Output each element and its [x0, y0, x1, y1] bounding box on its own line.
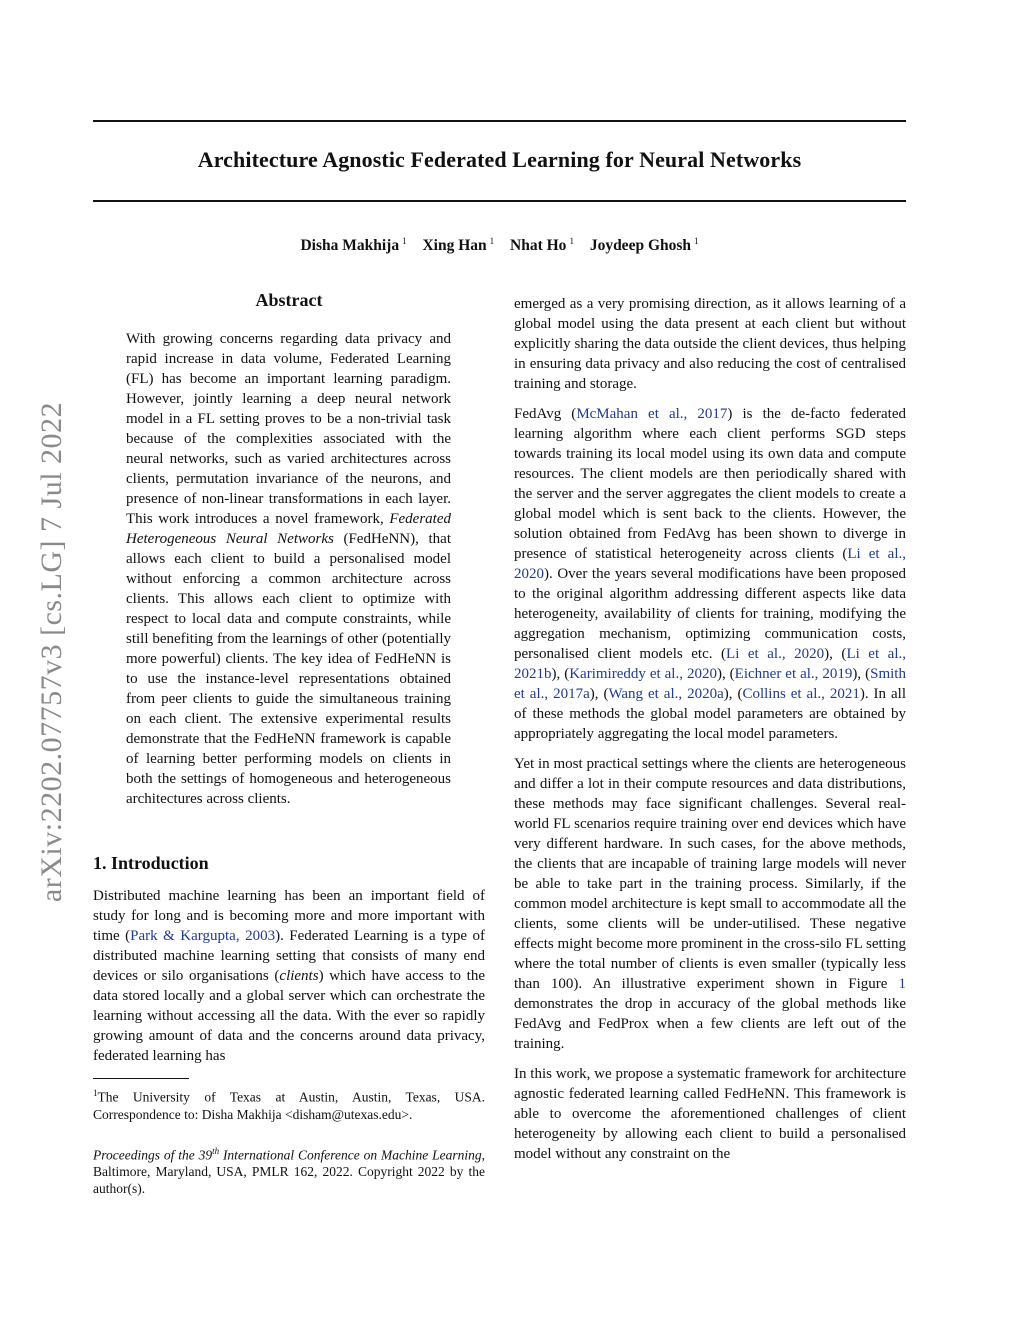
introduction-heading: 1. Introduction — [93, 853, 209, 873]
citation-link[interactable]: Eichner et al., 2019 — [734, 666, 853, 682]
author-affiliation-mark: 1 — [402, 236, 407, 246]
figure-reference-link[interactable]: 1 — [898, 976, 906, 992]
citation-link[interactable]: Wang et al., 2020a — [608, 686, 724, 702]
body-paragraph: emerged as a very promising direction, as it allows learning of a global model using the data present at each client but without explicitly sharing the data outside the client devices, thus helping in ensuring data privacy and also reducing the cost of centralised training and storage. — [514, 296, 906, 392]
author — [422, 236, 494, 255]
author-affiliation-mark: 1 — [694, 236, 699, 246]
author-name: Xing Han — [422, 237, 487, 254]
citation-link[interactable]: Collins et al., 2021 — [742, 686, 860, 702]
citation-link[interactable]: Karimireddy et al., 2020 — [569, 666, 717, 682]
paper-title: Architecture Agnostic Federated Learning for Neural Networks — [197, 147, 802, 172]
right-column — [514, 294, 906, 1174]
title-bottom-rule — [93, 200, 906, 202]
body-paragraph: In this work, we propose a systematic framework for architecture agnostic federated learning called FedHeNN. This framework is able to overcome the aforementioned challenges of client heterogeneity by allowing each client to build a personalised model without any constraint on the — [514, 1066, 906, 1162]
citation-link[interactable]: Smith et al., 2017a — [514, 666, 906, 702]
author — [300, 236, 406, 255]
abstract-heading: Abstract — [255, 290, 323, 310]
affiliation-footnote: $^1$The University of Texas at Austin, Austin, Texas, USA. Correspondence to: Disha Makhija <disham@utexas.edu>. — [93, 1088, 485, 1122]
citation-link[interactable]: McMahan et al., 2017 — [576, 406, 728, 422]
footnote-rule — [93, 1078, 189, 1079]
intro-paragraph: Distributed machine learning has been an important field of study for long and is becoming more and more important with time (Park & Kargupta, 2003). Federated Learning is a type of distributed machine learning setting that consists of many end devices or silo organisations (clients) which have access to the data stored locally and a global server which can orchestrate the learning without accessing all the data. With the ever so rapidly growing amount of data and the concerns around data privacy, federated learning has — [93, 888, 486, 1064]
proceedings-note: Proceedings of the 39th International Conference on Machine Learning, Baltimore, Maryland, USA, PMLR 162, 2022. Copyright 2022 by the author(s). — [93, 1145, 485, 1196]
abstract-text: With growing concerns regarding data privacy and rapid increase in data volume, Federated Learning (FL) has become an important learning paradigm. However, jointly learning a deep neural network model in a FL setting proves to be a non-trivial task because of the complexities associated with the neural networks, such as varied architectures across clients, permutation invariance of the neurons, and presence of non-linear transformations in each layer. This work introduces a novel framework, Federated Heterogeneous Neural Networks (FedHeNN), that allows each client to build a personalised model without enforcing a common architecture across clients. This allows each client to optimize with respect to local data and compute constraints, while still benefiting from the learnings of other (potentially more powerful) clients. The key idea of FedHeNN is to use the instance-level representations obtained from peer clients to guide the simultaneous training on each client. The extensive experimental results demonstrate that the FedHeNN framework is capable of learning better performing models on clients in both the settings of homogeneous and heterogeneous architectures across clients. — [126, 331, 451, 807]
author-name: Disha Makhija — [300, 237, 400, 254]
author-name: Joydeep Ghosh — [589, 237, 692, 254]
author-affiliation-mark: 1 — [569, 236, 574, 246]
citation-link[interactable]: Li et al., 2020 — [514, 546, 906, 582]
citation-link[interactable]: Park & Kargupta, 2003 — [130, 928, 276, 944]
body-paragraph: FedAvg (McMahan et al., 2017) is the de-facto federated learning algorithm where each client performs SGD steps towards training its local model using its own data and compute resources. The client models are then periodically shared with the server and the server aggregates the client models to create a global model which is sent back to the clients. However, the solution obtained from FedAvg has been shown to diverge in presence of statistical heterogeneity across clients (Li et al., 2020). Over the years several modifications have been proposed to the original algorithm addressing different aspects like data heterogeneity, availability of clients for training, modifying the aggregation mechanism, optimizing communication costs, personalised client models etc. (Li et al., 2020), (Li et al., 2021b), (Karimireddy et al., 2020), (Eichner et al., 2019), (Smith et al., 2017a), (Wang et al., 2020a), (Collins et al., 2021). In all of these methods the global model parameters are obtained by appropriately aggregating the local model parameters. — [514, 406, 907, 742]
author — [590, 236, 699, 255]
author-name: Nhat Ho — [510, 237, 567, 254]
body-paragraph: Yet in most practical settings where the clients are heterogeneous and differ a lot in their compute resources and data distributions, these methods may face significant challenges. Several real-world FL scenarios require training over end devices which have very different hardware. In such cases, for the above methods, the clients that are incapable of training large models will never be able to take part in the training process. Similarly, if the common model architecture is kept small to accommodate all the clients, some clients will be under-utilised. These negative effects might become more prominent in the cross-silo FL setting where the total number of clients is even smaller (typically less than 100). An illustrative experiment shown in Figure 1 demonstrates the drop in accuracy of the global methods like FedAvg and FedProx when a few clients are left out of the training. — [514, 756, 906, 1052]
title-top-rule — [93, 120, 906, 122]
left-column — [93, 290, 485, 1197]
citation-link[interactable]: Li et al., 2021b — [514, 646, 907, 682]
citation-link[interactable]: Li et al., 2020 — [726, 646, 825, 662]
arxiv-side-stamp: arXiv:2202.07757v3 [cs.LG] 7 Jul 2022 — [35, 401, 68, 903]
author-list — [93, 236, 906, 255]
author — [510, 236, 574, 255]
author-affiliation-mark: 1 — [489, 236, 495, 246]
